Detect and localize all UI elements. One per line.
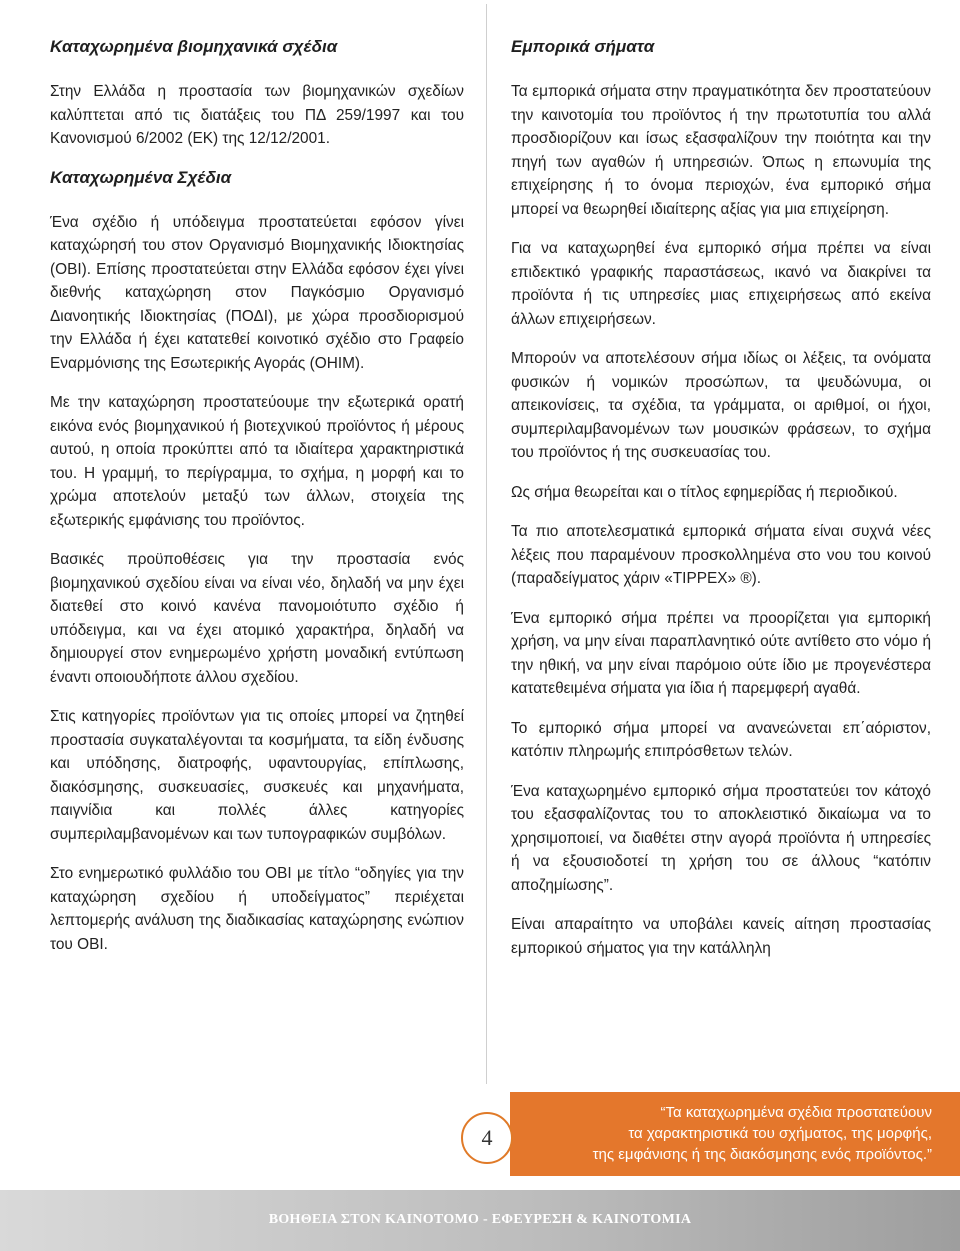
column-divider [486,4,487,1084]
paragraph: Βασικές προϋποθέσεις για την προστασία ενός βιομηχανικού σχεδίου είναι να είναι νέο, δηλαδή να μην έχει διατεθεί στο κοινό κανένα πανομοιότυπο σχέδιο ή υπόδειγμα, και να έχει ατομικό χαρακτήρα, δηλαδή να δημιουργεί στον ενημερωμένο χρήστη μοναδική εντύπωση έναντι οποιουδήποτε άλλου σχεδίου. [50,551,464,686]
section-heading-industrial-designs: Καταχωρημένα βιομηχανικά σχέδια [50,37,338,56]
right-column [511,36,931,976]
page-number: 4 [461,1112,513,1164]
paragraph: Ένα εμπορικό σήμα πρέπει να προορίζεται για εμπορική χρήση, να μην είναι παραπλανητικό ούτε αντίθετο στο νόμο ή την ηθική, να μην είναι παρόμοιο ούτε ίδιο με προγενέστερα κατατεθειμένα σήματα για ίδια ή παρεμφερή αγαθά. [511,609,931,697]
paragraph: Μπορούν να αποτελέσουν σήμα ιδίως οι λέξεις, τα ονόματα φυσικών ή νομικών προσώπων, τα ψευδώνυμα, οι απεικονίσεις, τα σχέδια, τα γράμματα, οι αριθμοί, οι ήχοι, συμπεριλαμβανομένων των μουσικών φράσεων, το σχήμα του προϊόντος ή της συσκευασίας του. [511,350,931,461]
paragraph: Ως σήμα θεωρείται και ο τίτλος εφημερίδας ή περιοδικού. [511,483,898,501]
subheading-registered-designs: Καταχωρημένα Σχέδια [50,167,232,187]
paragraph: Στις κατηγορίες προϊόντων για τις οποίες μπορεί να ζητηθεί προστασία συγκαταλέγονται τα κοσμήματα, τα είδη ένδυσης και υπόδησης, διατροφής, υφαντουργίας, επίπλωσης, διακόσμησης, συσκευασίες, συσκευές και μηχανήματα, παιγνίδια και πολλές άλλες κατηγορίες συμπεριλαμβανομένων και των τυπογραφικών συμβόλων. [50,708,464,843]
footer-bar [0,1190,960,1251]
callout-line: τα χαρακτηριστικά του σχήματος, της μορφής, [628,1125,932,1142]
paragraph: Ένα καταχωρημένο εμπορικό σήμα προστατεύει τον κάτοχό του εξασφαλίζοντας του το αποκλειστικό δικαίωμα να το χρησιμοποιεί, να διαθέτει στην αγορά προϊόντα ή υπηρεσίες ή να εξουσιοδοτεί τη χρήση του σε άλλους “κατόπιν αποζημίωσης”. [511,782,931,894]
paragraph: Τα πιο αποτελεσματικά εμπορικά σήματα είναι συχνά νέες λέξεις που παραμένουν προσκολλημένα στο νου του κοινού (παραδείγματος χάριν «TIPPEX» ®). [511,523,931,587]
callout-line: “Τα καταχωρημένα σχέδια προστατεύουν [660,1104,932,1121]
callout-line: της εμφάνισης ή της διακόσμησης ενός προϊόντος.” [592,1146,932,1163]
paragraph: Για να καταχωρηθεί ένα εμπορικό σήμα πρέπει να είναι επιδεκτικό γραφικής παραστάσεως, ικανό να διακρίνει τα προϊόντα ή τις υπηρεσίες μιας επιχειρήσεως από εκείνα άλλων επιχειρήσεων. [511,240,931,328]
footer-title: ΒΟΗΘΕΙΑ ΣΤΟΝ ΚΑΙΝΟΤΟΜΟ - ΕΦΕΥΡΕΣΗ & ΚΑΙΝΟΤΟΜΙΑ [268,1212,692,1227]
left-column [50,36,464,972]
paragraph: Είναι απαραίτητο να υποβάλει κανείς αίτηση προστασίας εμπορικού σήματος για την κατάλληλη [511,916,931,957]
paragraph: Το εμπορικό σήμα μπορεί να ανανεώνεται επ΄αόριστον, κατόπιν πληρωμής επιπρόσθετων τελών. [511,719,931,760]
section-heading-trademarks: Εμπορικά σήματα [511,37,655,56]
paragraph: Στην Ελλάδα η προστασία των βιομηχανικών σχεδίων καλύπτεται από τις διατάξεις του ΠΔ 259/1997 και του Κανονισμού 6/2002 (ΕΚ) της 12/12/2001. [50,83,464,147]
paragraph: Στο ενημερωτικό φυλλάδιο του ΟΒΙ με τίτλο “οδηγίες για την καταχώρηση σχεδίου ή υποδείγματος” περιέχεται λεπτομερής ανάλυση της διαδικασίας καταχώρησης ενώπιον του ΟΒΙ. [50,865,464,953]
paragraph: Με την καταχώρηση προστατεύουμε την εξωτερικά ορατή εικόνα ενός βιομηχανικού ή βιοτεχνικού προϊόντος ή μέρους αυτού, η οποία προκύπτει από τα ιδιαίτερα χαρακτηριστικά του. Η γραμμή, το περίγραμμα, το σχήμα, η μορφή και το χρώμα αποτελούν μεταξύ των άλλων, στοιχεία της εξωτερικής εμφάνισης του προϊόντος. [50,394,464,529]
paragraph: Ένα σχέδιο ή υπόδειγμα προστατεύεται εφόσον γίνει καταχώρησή του στον Οργανισμό Βιομηχανικής Ιδιοκτησίας (ΟΒΙ). Επίσης προστατεύεται στην Ελλάδα εφόσον έχει γίνει διεθνής καταχώρηση στον Παγκόσμιο Οργανισμό Διανοητικής Ιδιοκτησίας (ΠΟΔΙ), με χώρα προσδιορισμού την Ελλάδα ή έχει κατατεθεί κοινοτικό σχέδιο στο Γραφείο Εναρμόνισης της Εσωτερικής Αγοράς (ΟΗΙΜ). [50,213,464,372]
quote-callout [510,1092,960,1176]
paragraph: Τα εμπορικά σήματα στην πραγματικότητα δεν προστατεύουν την καινοτομία του προϊόντος ή την πρωτοτυπία του αλλά προσδιορίζουν και ίσως εξασφαλίζουν την ποιότητα και την πηγή των αγαθών ή υπηρεσιών. Όπως η επωνυμία της επιχείρησης ή το όνομα περιοχών, ένα εμπορικό σήμα μπορεί να θεωρηθεί ιδιαίτερης αξίας για μια επιχείρηση. [511,83,931,218]
